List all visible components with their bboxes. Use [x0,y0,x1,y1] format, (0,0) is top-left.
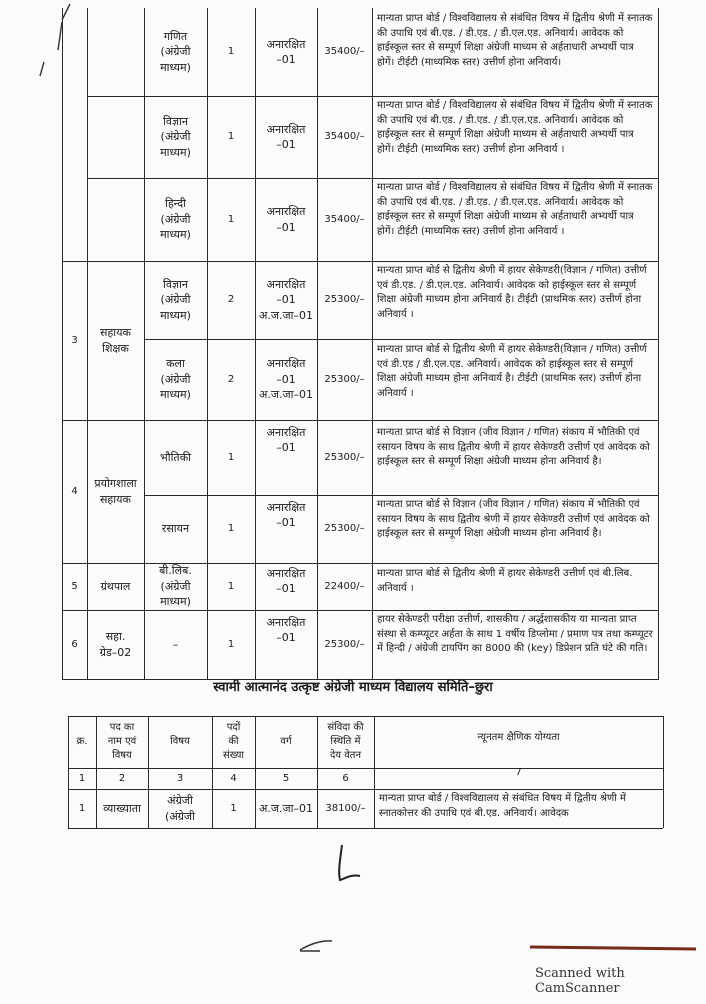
qualification-cell: मान्यता प्राप्त बोर्ड / विश्वविद्यालय से संबंधित विषय में द्वितीय श्रेणी में स्नातक की उपाधि एवं बी.एड. / डी.एड. / डी.एल.एड. अनिवार्य। आवेदक को हाईस्कूल स्तर से सम्पूर्ण शिक्षा अंग्रेजी माध्यम से अर्हताधारी अभ्यर्थी पात्र होगें। टीईटी (माध्यमिक स्तर) उत्तीर्ण होना अनिवार्य। [377,13,653,68]
post-name: ग्रंथपाल [100,579,131,593]
subject-cell: बी.लिब. (अंग्रेजी माध्यम) [159,564,192,609]
posts-cell: 1 [227,580,235,592]
qualification-cell: हायर सेकेण्डरी परीक्षा उत्तीर्ण, शासकीय / अर्द्धशासकीय या मान्यता प्राप्त संस्था से कम्प्यूटर अर्हता के साथ 1 वर्षीय डिप्लोमा / प्रमाण पत्र तथा कम्प्यूटर में हिन्दी / अंग्रेजी टायपिंग का 8000 की (key) डिप्रेशन प्रति घंटे की गति। [377,614,653,654]
pen-stroke [300,941,332,951]
posts-cell: 2 [227,294,235,305]
post-name: व्याख्याता [103,801,141,815]
category-cell: अनारक्षित –01 [266,205,306,234]
salary-cell: 25300/– [324,294,365,305]
posts-cell: 1 [227,451,235,463]
scanner-watermark: Scanned with CamScanner [535,966,625,996]
qualification-cell: मान्यता प्राप्त बोर्ड से विज्ञान (जीव विज्ञान / गणित) संकाय में भौतिकी एवं रसायन विषय के साथ द्वितीय श्रेणी में हायर सेकेण्डरी उत्तीर्ण एवं आवेदक को हाईस्कूल स्तर से सम्पूर्ण शिक्षा अंग्रेजी माध्यम होना अनिवार्य है। [377,499,650,539]
header-subject: विषय [170,736,190,747]
category-cell: अनारक्षित –01 अ.ज.जा–01 [258,277,314,322]
salary-cell: 38100/– [325,802,366,814]
posts-cell: 1 [227,213,235,225]
header-posts: पदों की संख्या [223,722,244,761]
category-cell: अनारक्षित –01 [266,37,306,66]
salary-cell: 25300/– [324,523,365,534]
qualification-cell: मान्यता प्राप्त बोर्ड से विज्ञान (जीव विज्ञान / गणित) संकाय में भौतिकी एवं रसायन विषय के साथ द्वितीय श्रेणी में हायर सेकेण्डरी उत्तीर्ण एवं आवेदक को हाईस्कूल स्तर से सम्पूर्ण शिक्षा अंग्रेजी माध्यम होना अनिवार्य है। [377,427,650,467]
header-salary: संविदा की स्थिति में देय वेतन [327,722,364,761]
header-post: पद का नाम एवं विषय [107,722,137,761]
category-cell: अनारक्षित –01 [266,122,306,151]
posts-cell: 1 [230,802,237,814]
subject-cell: विज्ञान (अंग्रेजी माध्यम) [160,277,191,322]
header-qualification: न्यूनतम क्षैणिक योग्यता [477,732,560,743]
column-number: 4 [230,772,237,784]
posts-cell: 2 [227,373,235,385]
serial-number: 4 [71,485,78,497]
column-number: 2 [118,772,126,784]
salary-cell: 35400/– [324,46,365,57]
qualification-cell: मान्यता प्राप्त बोर्ड / विश्वविद्यालय से संबंधित विषय में द्वितीय श्रेणी में स्नातक की उपाधि एवं बी.एड. / डी.एड. / डी.एल.एड. अनिवार्य। आवेदक को हाईस्कूल स्तर से सम्पूर्ण शिक्षा अंग्रेजी माध्यम से अर्हताधारी अभ्यर्थी पात्र होगें। टीईटी (माध्यमिक स्तर) उत्तीर्ण होना अनिवार्य । [377,100,653,155]
category-cell: अनारक्षित –01 [266,566,306,595]
salary-cell: 25300/– [324,638,365,650]
column-number: 7 [515,767,522,778]
serial-number: 6 [71,638,78,650]
red-underline [530,947,696,949]
post-name: सहा. ग्रेड–02 [99,630,132,659]
serial-number: 3 [71,334,78,346]
salary-cell: 25300/– [324,451,365,463]
salary-cell: 35400/– [324,131,365,142]
category-cell: अनारक्षित –01 [266,500,306,529]
salary-cell: 25300/– [324,373,365,385]
column-number: 6 [342,772,349,784]
salary-cell: 22400/– [324,580,365,592]
subject-cell: अंग्रेजी (अंग्रेजी [165,794,195,823]
category-cell: अनारक्षित –01 अ.ज.जा–01 [258,357,314,402]
column-number: 1 [78,772,86,784]
page-title: स्वामी आत्मानंद उत्कृष्ट अंग्रेजी माध्यम विद्यालय समिति–छुरा [213,680,493,695]
serial-number: 5 [71,580,78,592]
subject-cell: कला (अंग्रेजी माध्यम) [160,357,191,402]
signature-mark [339,845,360,880]
qualification-cell: मान्यता प्राप्त बोर्ड से द्वितीय श्रेणी में हायर सेकेण्डरी(विज्ञान / गणित) उत्तीर्ण एवं डी.एड / डी.एल.एड. अनिवार्य। आवेदक को हाईस्कूल स्तर से सम्पूर्ण शिक्षा अंग्रेजी माध्यम होना अनिवार्य है। टीईटी (प्राथमिक स्तर) उत्तीर्ण होना अनिवार्य । [377,344,647,399]
posts-cell: 1 [227,46,235,57]
qualification-cell: मान्यता प्राप्त बोर्ड से द्वितीय श्रेणी में हायर सेकेण्डरी(विज्ञान / गणित) उत्तीर्ण एवं डी.एड. / डी.एल.एड. अनिवार्य। आवेदक को हाईस्कूल स्तर से सम्पूर्ण शिक्षा अंग्रेजी माध्यम होना अनिवार्य है। टीईटी (प्राथमिक स्तर) उत्तीर्ण होना अनिवार्य । [377,265,647,320]
qualification-cell: मान्यता प्राप्त बोर्ड / विश्वविद्यालय से संबंधित विषय में द्वितीय श्रेणी में स्नातकोत्तर की उपाधि एवं बी.एड. अनिवार्य। आवेदक [379,793,626,819]
subject-cell: रसायन [161,522,190,536]
salary-cell: 35400/– [324,213,365,225]
category-cell: अ.ज.जा–01 [258,801,314,815]
qualification-cell: मान्यता प्राप्त बोर्ड / विश्वविद्यालय से संबंधित विषय में द्वितीय श्रेणी में स्नातक की उपाधि एवं बी.एड. / डी.एड. / डी.एल.एड. अनिवार्य। आवेदक को हाईस्कूल स्तर से सम्पूर्ण शिक्षा अंग्रेजी माध्यम से अर्हताधारी अभ्यर्थी पात्र होगें। टीईटी (माध्यमिक स्तर) उत्तीर्ण होना अनिवार्य । [377,182,653,237]
posts-cell: 1 [227,523,235,534]
category-cell: अनारक्षित –01 [266,425,306,454]
header-serial: क्र. [76,736,88,747]
qualification-cell: मान्यता प्राप्त बोर्ड से द्वितीय श्रेणी में हायर सेकेण्डरी उत्तीर्ण एवं बी.लिब. अनिवार्य । [377,568,633,594]
serial-number: 1 [78,802,86,814]
subject-cell: – [172,637,179,651]
column-number: 3 [176,772,184,784]
post-name: सहायक शिक्षक [100,326,131,355]
subject-cell: भौतिकी [160,450,191,464]
posts-cell: 1 [227,638,235,650]
subject-cell: विज्ञान (अंग्रेजी माध्यम) [160,114,191,159]
posts-cell: 1 [227,131,235,142]
edge-mark [40,4,70,76]
column-number: 5 [282,772,290,784]
category-cell: अनारक्षित –01 [266,615,306,644]
subject-cell: हिन्दी (अंग्रेजी माध्यम) [160,197,191,242]
post-name: प्रयोगशाला सहायक [94,477,137,506]
header-category: वर्ग [280,736,292,747]
subject-cell: गणित (अंग्रेजी माध्यम) [160,29,191,74]
